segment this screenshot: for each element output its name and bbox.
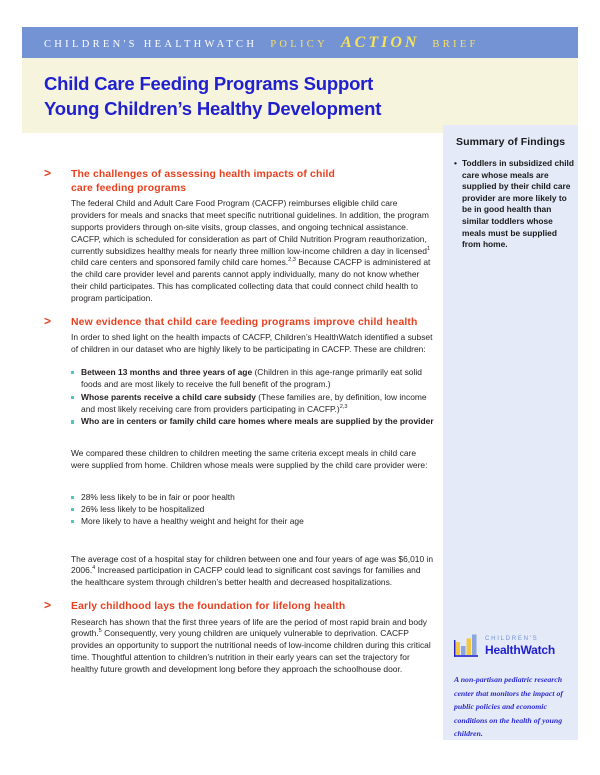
paragraph-part-b: child care centers and sponsored family child care homes.	[71, 257, 289, 268]
paragraph-part-a: Research has shown that the first three years of life are the period of most rapid brain and body growth.	[71, 616, 427, 639]
title-block	[22, 58, 578, 133]
bullet-dot-icon: •	[454, 158, 457, 168]
paragraph	[71, 198, 434, 305]
spacer	[71, 483, 434, 492]
paragraph-cost	[71, 554, 434, 590]
section-challenges	[44, 168, 434, 305]
page-title-line-1: Child Care Feeding Programs Support	[44, 73, 374, 94]
banner-brief-label: BRIEF	[432, 38, 479, 50]
list-item	[71, 516, 434, 528]
criteria-rest-text: (Children in this age-range primarily eat solid foods and are most likely to receive the full benefit of the program.)	[81, 367, 422, 389]
chevron-right-icon: >	[44, 166, 52, 180]
footnote-ref-5: 5	[98, 628, 102, 635]
list-item	[454, 158, 574, 251]
cost-text-part-b: Increased participation in CACFP could lead to significant cost savings for families and the healthcare system through children’s better health and decreased hospitalizations.	[71, 565, 421, 588]
square-bullet-icon	[71, 371, 74, 374]
list-item	[71, 416, 434, 428]
paragraph-comparison: We compared these children to children meeting the same criteria except meals in child care were supplied from home. Children whose meals were supplied by the child care provider were:	[71, 448, 428, 471]
paragraph-intro: In order to shed light on the health impacts of CACFP, Children’s HealthWatch identified a subset of children in our dataset who are highly likely to be participating in CACFP. These are children:	[71, 332, 433, 355]
footnote-ref-4: 4	[92, 565, 96, 572]
finding-text: 28% less likely to be in fair or poor health	[81, 491, 235, 502]
square-bullet-icon	[71, 496, 74, 499]
bar-chart-icon	[454, 633, 480, 659]
logo-top-text: CHILDREN'S	[485, 634, 539, 642]
paragraph-part-a: The federal Child and Adult Care Food Program (CACFP) reimburses eligible child care providers for meals and snacks that meet specific nutritional guidelines. In addition, the program supports providers through on-site visits, group classes, and ongoing technical assistance. CACFP, which is scheduled for consideration as part of Child Nutrition Program reauthorization, currently subsidizes healthy meals for nearly three million low-income children a day in licensed	[71, 198, 429, 256]
paragraph-part-c: Because CACFP is administered at the child care provider level and parents cannot apply individually, many do not know whether their child participates. This has complicated collecting data that could connect child health to program participation.	[71, 257, 431, 303]
section-body-challenges	[44, 198, 434, 305]
finding-text: More likely to have a healthy weight and height for their age	[81, 515, 304, 526]
section-heading-line-2: care feeding programs	[71, 182, 187, 194]
banner-action-label: ACTION	[340, 33, 420, 51]
main-content	[44, 168, 434, 687]
criteria-rest-text: (These families are, by definition, low income and most likely receiving care from providers participating in CACFP.)	[81, 391, 427, 414]
logo-row	[454, 633, 576, 659]
page-title	[44, 71, 524, 121]
section-body-early-childhood	[44, 617, 434, 676]
sidebar-heading: Summary of Findings	[456, 136, 566, 148]
chevron-right-icon: >	[44, 313, 52, 328]
section-heading-challenges	[44, 168, 434, 195]
summary-findings-list	[454, 158, 574, 251]
footnote-ref-23: 2,3	[339, 403, 348, 410]
logo-wordmark	[485, 636, 555, 656]
section-body-new-evidence	[44, 332, 434, 589]
square-bullet-icon	[71, 420, 74, 423]
footnote-ref-2: 2,3	[288, 257, 296, 264]
section-heading-early-childhood	[44, 600, 434, 614]
criteria-list	[71, 367, 434, 428]
list-item	[71, 367, 434, 391]
section-heading-text: New evidence that child care feeding programs improve child health	[71, 316, 418, 328]
section-heading-new-evidence	[44, 313, 434, 330]
banner-org-name: CHILDREN'S HEALTHWATCH	[44, 38, 258, 50]
organization-logo	[454, 633, 576, 659]
criteria-bold-text: Whose parents receive a child care subsidy	[81, 391, 256, 402]
banner-text-row	[22, 34, 479, 52]
spacer	[71, 439, 434, 448]
sidebar	[443, 125, 578, 740]
footnote-ref-1: 1	[426, 245, 431, 252]
cost-text-part-a: The average cost of a hospital stay for children between one and four years of age was $6,010 in 2006.	[71, 553, 434, 576]
banner-policy-label: POLICY	[270, 38, 328, 50]
section-heading-line-1: The challenges of assessing health impacts of child	[71, 169, 336, 180]
list-item	[71, 392, 434, 416]
section-early-childhood	[44, 600, 434, 676]
organization-tagline: A non-partisan pediatric research center that monitors the impact of public policies and economic conditions on the health of young children.	[454, 675, 563, 739]
list-item	[71, 504, 434, 516]
logo-bottom-text: HealthWatch	[485, 643, 556, 658]
section-heading-text: Early childhood lays the foundation for lifelong health	[71, 601, 346, 613]
findings-list	[71, 492, 434, 528]
square-bullet-icon	[71, 396, 74, 399]
summary-finding-text: Toddlers in subsidized child care whose meals are supplied by their child care provider are more likely to be in good health than similar toddlers whose meals must be supplied from home.	[462, 158, 574, 250]
criteria-bold-text: Between 13 months and three years of age	[81, 367, 253, 378]
square-bullet-icon	[71, 520, 74, 523]
criteria-bold-text: Who are in centers or family child care homes where meals are supplied by the provider	[81, 416, 434, 427]
spacer	[71, 539, 434, 554]
list-item	[71, 492, 434, 504]
section-new-evidence	[44, 313, 434, 589]
top-banner	[22, 27, 578, 58]
paragraph	[71, 617, 434, 676]
square-bullet-icon	[71, 508, 74, 511]
page-title-line-2: Young Children’s Healthy Development	[44, 98, 382, 119]
chevron-right-icon: >	[44, 598, 52, 613]
paragraph-part-b: Consequently, very young children are uniquely vulnerable to deprivation. CACFP provides an opportunity to support the nutritional needs of low-income children during this critical time. Thoughtful attention to children’s nutrition in their early years can set the trajectory for healthy future growth and development long before they approach the schoolhouse door.	[71, 628, 431, 674]
finding-text: 26% less likely to be hospitalized	[81, 503, 205, 514]
